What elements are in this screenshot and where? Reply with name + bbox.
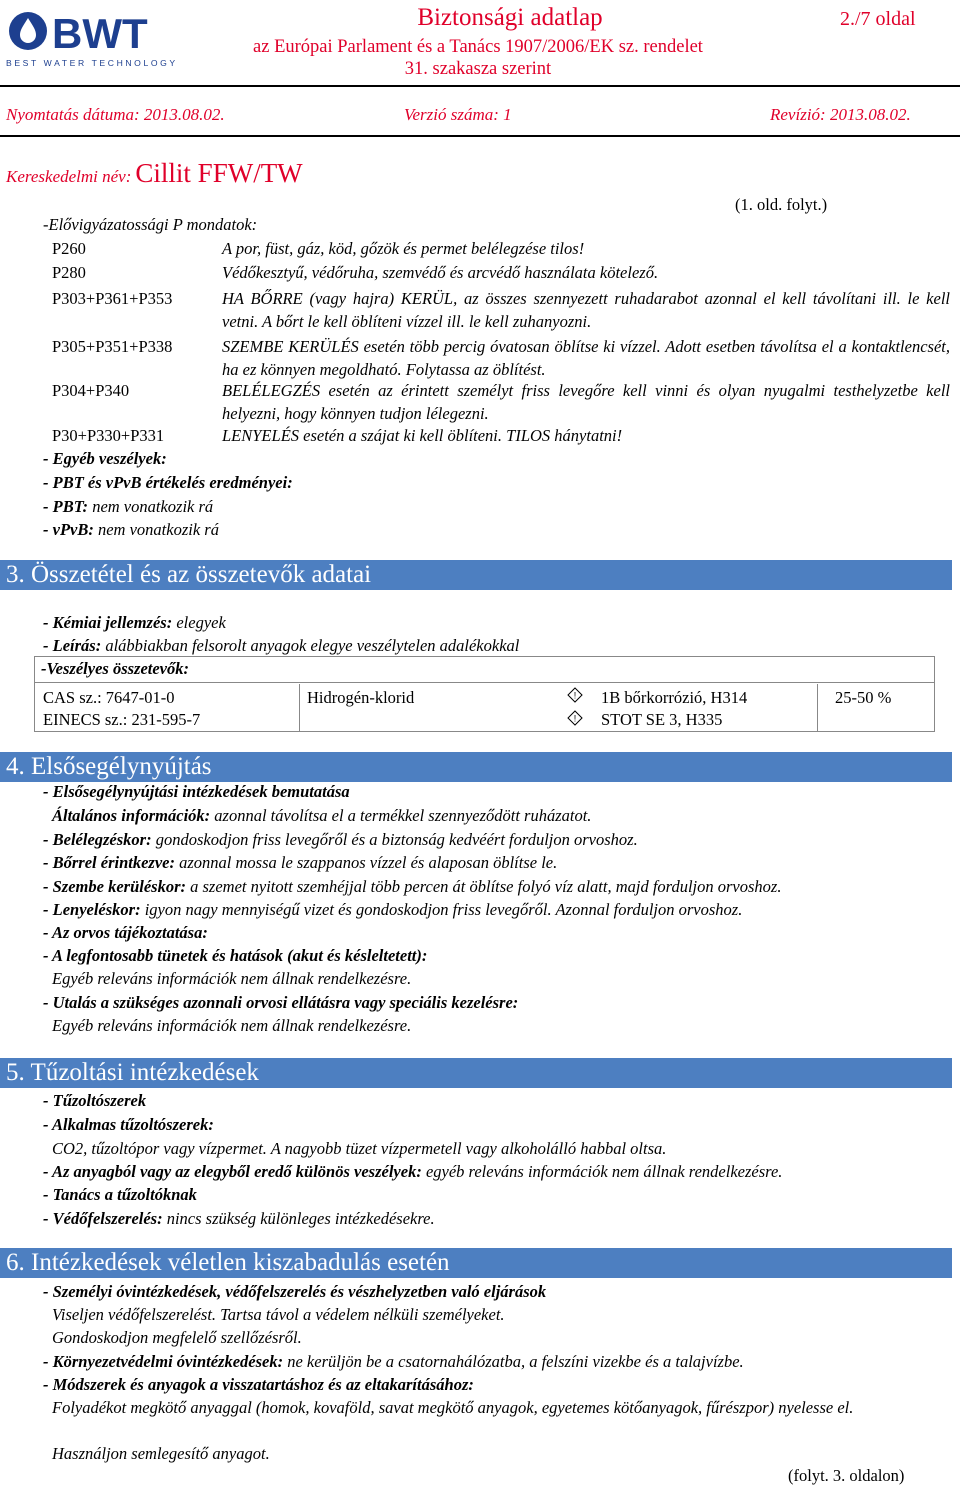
p-text: Védőkesztyű, védőruha, szemvédő és arcvédő használata kötelező. bbox=[222, 263, 659, 282]
continued-note: (1. old. folyt.) bbox=[735, 195, 828, 214]
section-4-title: 4. Elsősegélynyújtás bbox=[6, 753, 212, 780]
desc-value: alábbiakban felsorolt anyagok elegye veszélytelen adalékokkal bbox=[105, 636, 520, 655]
vpvb-value: nem vonatkozik rá bbox=[97, 520, 219, 539]
p-code: P280 bbox=[52, 263, 86, 282]
first-aid-line: - Az orvos tájékoztatása: bbox=[43, 923, 208, 942]
p-code: P30+P330+P331 bbox=[52, 426, 165, 445]
firefighting-line: - Az anyagból vagy az elegyből eredő különös veszélyek: egyéb releváns információk nem állnak rendelkezésre. bbox=[43, 1162, 783, 1181]
document-title: Biztonsági adatlap bbox=[417, 4, 603, 31]
first-aid-line: - Utalás a szükséges azonnali orvosi ellátásra vagy speciális kezelésre: bbox=[43, 993, 519, 1012]
chem-value: elegyek bbox=[176, 613, 226, 632]
section-6-title: 6. Intézkedések véletlen kiszabadulás esetén bbox=[6, 1249, 450, 1276]
section-5-title: 5. Tűzoltási intézkedések bbox=[6, 1059, 259, 1086]
firefighting-line: - Tanács a tűzoltóknak bbox=[43, 1185, 197, 1204]
p-text: LENYELÉS esetén a szájat ki kell öblíteni. TILOS hánytatni! bbox=[222, 426, 623, 445]
hazard-class-2: STOT SE 3, H335 bbox=[601, 710, 723, 729]
substance-name: Hidrogén-klorid bbox=[307, 688, 415, 707]
header-rule-top bbox=[0, 85, 960, 87]
print-date: Nyomtatás dátuma: 2013.08.02. bbox=[6, 105, 225, 124]
p-code: P305+P351+P338 bbox=[52, 337, 173, 356]
vpvb-row bbox=[43, 518, 219, 541]
p-text: HA BŐRRE (vagy hajra) KERÜL, az összes szennyezett ruhadarabot azonnal el kell távolítani ill. le kell vetni. A bőrt le kell öblíteni vízzel ill. le kell zuhanyozni. bbox=[222, 289, 950, 331]
first-aid-line: - A legfontosabb tünetek és hatások (akut és késleltetett): bbox=[43, 946, 428, 965]
section-4-header bbox=[0, 752, 952, 782]
firefighting-line: - Tűzoltószerek bbox=[43, 1091, 147, 1110]
components-table bbox=[34, 656, 935, 732]
section-3-title: 3. Összetétel és az összetevők adatai bbox=[6, 561, 372, 588]
logo-tagline: BEST WATER TECHNOLOGY bbox=[6, 58, 178, 68]
other-hazards: - Egyéb veszélyek: bbox=[43, 449, 167, 468]
footer-continued: (folyt. 3. oldalon) bbox=[788, 1466, 905, 1485]
p-statements-heading: -Elővigyázatossági P mondatok: bbox=[43, 215, 258, 234]
pbt-label: - PBT: bbox=[43, 497, 89, 516]
p-text: BELÉLEGZÉS esetén az érintett személyt friss levegőre kell vinni és olyan nyugalmi testhelyzetbe kell helyezni, hogy könnyen tudjon lélegezni. bbox=[222, 381, 950, 423]
exclamation-icon bbox=[567, 710, 583, 726]
firefighting-line: CO2, tűzoltópor vagy vízpermet. A nagyobb tüzet vízpermetell vagy alkoholálló habbal oltsa. bbox=[52, 1139, 667, 1158]
first-aid-line: Egyéb releváns információk nem állnak rendelkezésre. bbox=[52, 969, 412, 988]
environmental-row: - Környezetvédelmi óvintézkedések: ne kerüljön be a csatornahálózatba, a felszíni vizekbe és a talajvízbe. bbox=[43, 1352, 744, 1371]
first-aid-line: - Szembe kerüléskor: a szemet nyitott szemhéjjal több percen át öblítse folyó víz alatt, majd forduljon orvoshoz. bbox=[43, 877, 782, 896]
first-aid-line: Egyéb releváns információk nem állnak rendelkezésre. bbox=[52, 1016, 412, 1035]
personal-text-1: Viseljen védőfelszerelést. Tartsa távol a védelem nélküli személyeket. bbox=[52, 1305, 505, 1324]
trade-name: Cillit FFW/TW bbox=[135, 158, 303, 188]
methods-text-2: Használjon semlegesítő anyagot. bbox=[52, 1444, 270, 1463]
svg-text:!: ! bbox=[573, 713, 577, 724]
trade-name-row bbox=[6, 158, 303, 188]
vpvb-label: - vPvB: bbox=[43, 520, 94, 539]
p-code: P304+P340 bbox=[52, 381, 130, 400]
header-rule-bottom bbox=[0, 135, 960, 137]
first-aid-line: Általános információk: azonnal távolítsa el a termékkel szennyeződött ruházatot. bbox=[52, 806, 592, 825]
corrosion-icon bbox=[567, 687, 583, 703]
section-3-header bbox=[0, 560, 952, 590]
personal-precautions: - Személyi óvintézkedések, védőfelszerelés és vészhelyzetben való eljárások bbox=[43, 1282, 547, 1301]
desc-label: - Leírás: bbox=[43, 636, 102, 655]
chem-row bbox=[43, 611, 226, 634]
logo-text: BWT bbox=[52, 10, 148, 57]
section-6-header bbox=[0, 1248, 952, 1278]
first-aid-line: - Elsősegélynyújtási intézkedések bemutatása bbox=[43, 782, 350, 801]
first-aid-line: - Lenyeléskor: igyon nagy mennyiségű vizet és gondoskodjon friss levegőről. Azonnal forduljon orvoshoz. bbox=[43, 900, 743, 919]
first-aid-line: - Bőrrel érintkezve: azonnal mossa le szappanos vízzel és alaposan öblítse le. bbox=[43, 853, 558, 872]
section-5-header bbox=[0, 1058, 952, 1088]
p-code: P303+P361+P353 bbox=[52, 289, 173, 308]
bwt-logo bbox=[6, 6, 184, 70]
p-text: A por, füst, gáz, köd, gőzök és permet belélegzése tilos! bbox=[222, 239, 585, 258]
components-heading: -Veszélyes összetevők: bbox=[35, 657, 934, 683]
einecs-number: EINECS sz.: 231-595-7 bbox=[43, 710, 201, 729]
revision: Revízió: 2013.08.02. bbox=[770, 105, 911, 124]
bwt-logo-mark bbox=[6, 6, 184, 70]
p-text: SZEMBE KERÜLÉS esetén több percig óvatosan öblítse ki vízzel. Adott esetben távolítsa el a kontaktlencsét, ha ez könnyen megoldható. Folytassa az öblítést. bbox=[222, 337, 950, 379]
pbt-row bbox=[43, 495, 213, 518]
methods-text-1: Folyadékot megkötő anyaggal (homok, kovaföld, savat megkötő anyagok, egyetemes kötőanyagok, fűrészpor) nyelesse el. bbox=[52, 1398, 854, 1417]
hazard-class-1: 1B bőrkorrózió, H314 bbox=[601, 688, 748, 707]
firefighting-line: - Védőfelszerelés: nincs szükség különleges intézkedésekre. bbox=[43, 1209, 435, 1228]
desc-row bbox=[43, 634, 519, 657]
methods-heading: - Módszerek és anyagok a visszatartáshoz és az eltakarításához: bbox=[43, 1375, 474, 1394]
subtitle-line-2: 31. szakasza szerint bbox=[404, 59, 552, 79]
svg-text:!: ! bbox=[573, 690, 577, 701]
table-divider bbox=[299, 684, 300, 731]
pbt-value: nem vonatkozik rá bbox=[92, 497, 214, 516]
table-divider bbox=[817, 684, 818, 731]
regulation-subtitle bbox=[198, 36, 758, 80]
personal-text-2: Gondoskodjon megfelelő szellőzésről. bbox=[52, 1328, 302, 1347]
pbt-heading: - PBT és vPvB értékelés eredményei: bbox=[43, 473, 293, 492]
subtitle-line-1: az Európai Parlament és a Tanács 1907/2006/EK sz. rendelet bbox=[253, 37, 703, 57]
chem-label: - Kémiai jellemzés: bbox=[43, 613, 173, 632]
first-aid-line: - Belélegzéskor: gondoskodjon friss levegőről és a biztonság kedvéért forduljon orvoshoz. bbox=[43, 830, 638, 849]
cas-number: CAS sz.: 7647-01-0 bbox=[43, 688, 175, 707]
version: Verzió száma: 1 bbox=[404, 105, 512, 124]
trade-label: Kereskedelmi név: bbox=[6, 167, 132, 186]
page-number: 2./7 oldal bbox=[840, 8, 916, 30]
firefighting-line: - Alkalmas tűzoltószerek: bbox=[43, 1115, 214, 1134]
concentration: 25-50 % bbox=[835, 688, 892, 707]
p-code: P260 bbox=[52, 239, 86, 258]
